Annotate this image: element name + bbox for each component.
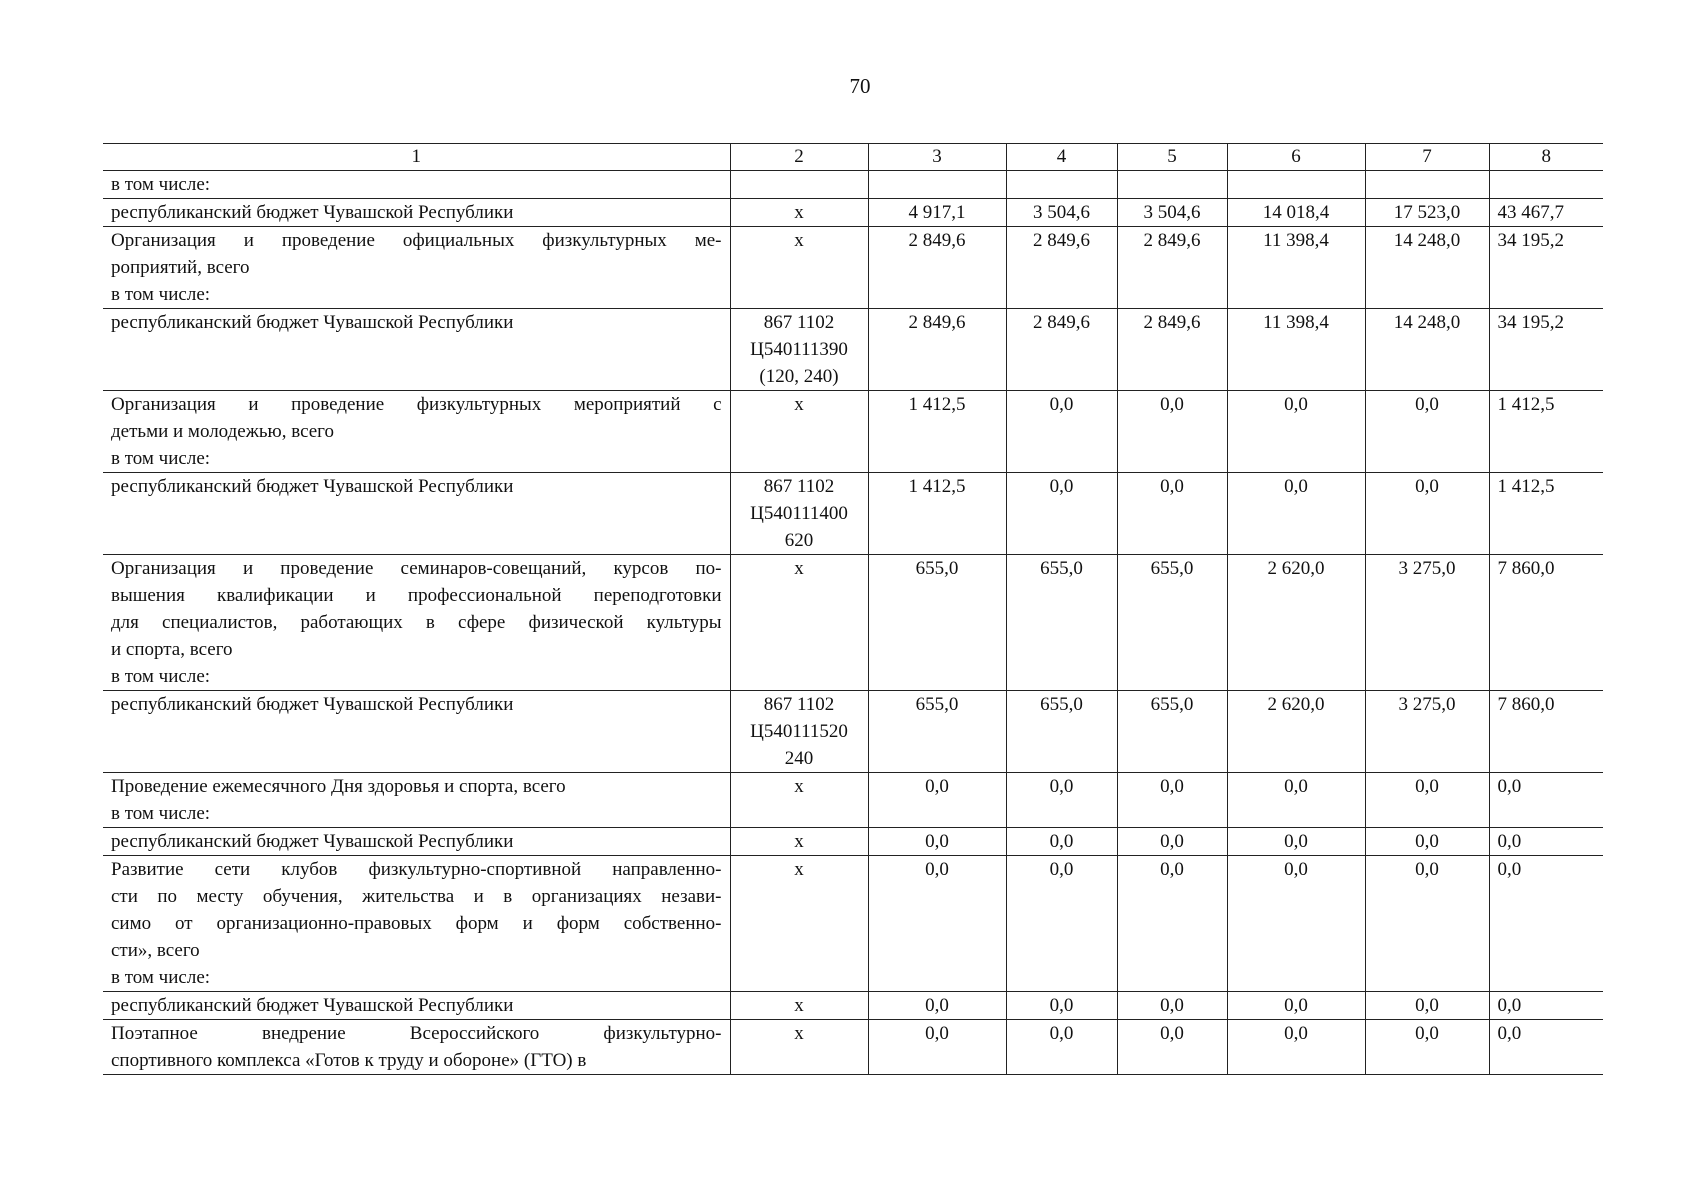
row-name-cell — [103, 828, 730, 856]
row-name-line: сти», всего — [111, 940, 200, 961]
budget-code-line: x — [794, 202, 804, 223]
value-cell-col-8 — [1489, 171, 1603, 199]
value-cell-col-5: 0,0 — [1117, 1020, 1227, 1075]
budget-code-line: Ц540111400 — [750, 503, 848, 524]
column-header: 7 — [1365, 144, 1489, 171]
value-cell-col-6: 0,0 — [1227, 1020, 1365, 1075]
row-name-cell — [103, 309, 730, 391]
column-header: 5 — [1117, 144, 1227, 171]
value-cell-col-7: 0,0 — [1365, 856, 1489, 992]
table-row — [103, 992, 1603, 1020]
table-row — [103, 227, 1603, 309]
value-cell-col-5: 0,0 — [1117, 992, 1227, 1020]
budget-code-cell — [730, 473, 868, 555]
value-cell-col-5: 0,0 — [1117, 473, 1227, 555]
budget-code-line: Ц540111390 — [750, 339, 848, 360]
budget-code-line: 620 — [784, 530, 814, 551]
budget-code-cell — [730, 555, 868, 691]
table-row — [103, 555, 1603, 691]
row-name-line: республиканский бюджет Чувашской Республики — [111, 831, 514, 852]
budget-table — [103, 143, 1603, 1075]
value-cell-col-4: 2 849,6 — [1006, 309, 1117, 391]
column-header: 8 — [1489, 144, 1603, 171]
table-row — [103, 1020, 1603, 1075]
table-row — [103, 171, 1603, 199]
value-cell-col-6: 0,0 — [1227, 828, 1365, 856]
table-row — [103, 309, 1603, 391]
column-header: 3 — [868, 144, 1006, 171]
value-cell-col-3: 655,0 — [868, 555, 1006, 691]
value-cell-col-3: 0,0 — [868, 1020, 1006, 1075]
value-cell-col-4: 0,0 — [1006, 773, 1117, 828]
value-cell-col-3: 4 917,1 — [868, 199, 1006, 227]
value-cell-col-8: 43 467,7 — [1489, 199, 1603, 227]
budget-code-cell — [730, 309, 868, 391]
budget-code-line: x — [794, 558, 804, 579]
row-name-cell — [103, 391, 730, 473]
value-cell-col-4: 0,0 — [1006, 1020, 1117, 1075]
value-cell-col-4: 0,0 — [1006, 856, 1117, 992]
value-cell-col-8: 7 860,0 — [1489, 691, 1603, 773]
value-cell-col-5: 655,0 — [1117, 555, 1227, 691]
budget-code-cell — [730, 171, 868, 199]
row-name-line: Организация и проведение семинаров-совещаний, курсов по- — [111, 558, 722, 579]
value-cell-col-7: 0,0 — [1365, 391, 1489, 473]
row-name-line: симо от организационно-правовых форм и форм собственно- — [111, 913, 722, 934]
value-cell-col-7: 14 248,0 — [1365, 227, 1489, 309]
header-row — [103, 144, 1603, 171]
row-name-cell — [103, 171, 730, 199]
table-row — [103, 856, 1603, 992]
column-header: 6 — [1227, 144, 1365, 171]
budget-code-line: x — [794, 859, 804, 880]
value-cell-col-7: 0,0 — [1365, 992, 1489, 1020]
value-cell-col-8: 0,0 — [1489, 992, 1603, 1020]
table-row — [103, 473, 1603, 555]
row-name-line: для специалистов, работающих в сфере физической культуры — [111, 612, 722, 633]
row-name-line: республиканский бюджет Чувашской Республики — [111, 694, 514, 715]
value-cell-col-6: 0,0 — [1227, 473, 1365, 555]
value-cell-col-4: 0,0 — [1006, 391, 1117, 473]
value-cell-col-4: 0,0 — [1006, 992, 1117, 1020]
value-cell-col-8: 34 195,2 — [1489, 309, 1603, 391]
value-cell-col-8: 1 412,5 — [1489, 391, 1603, 473]
value-cell-col-6: 0,0 — [1227, 391, 1365, 473]
value-cell-col-5: 0,0 — [1117, 856, 1227, 992]
value-cell-col-7: 3 275,0 — [1365, 555, 1489, 691]
budget-code-line: x — [794, 995, 804, 1016]
value-cell-col-7: 14 248,0 — [1365, 309, 1489, 391]
row-name-cell — [103, 199, 730, 227]
value-cell-col-8: 0,0 — [1489, 828, 1603, 856]
row-name-cell — [103, 227, 730, 309]
value-cell-col-7: 3 275,0 — [1365, 691, 1489, 773]
page-number: 70 — [849, 74, 871, 98]
value-cell-col-5 — [1117, 171, 1227, 199]
row-name-line: Организация и проведение физкультурных мероприятий с — [111, 394, 722, 415]
value-cell-col-6: 11 398,4 — [1227, 309, 1365, 391]
value-cell-col-3: 0,0 — [868, 856, 1006, 992]
row-name-cell — [103, 691, 730, 773]
row-name-line: сти по месту обучения, жительства и в организациях незави- — [111, 886, 722, 907]
value-cell-col-3: 0,0 — [868, 773, 1006, 828]
budget-code-line: x — [794, 776, 804, 797]
budget-code-line: 867 1102 — [763, 694, 835, 715]
value-cell-col-5: 2 849,6 — [1117, 309, 1227, 391]
value-cell-col-4 — [1006, 171, 1117, 199]
column-header: 2 — [730, 144, 868, 171]
row-name-line: Развитие сети клубов физкультурно-спортивной направленно- — [111, 859, 722, 880]
value-cell-col-8: 0,0 — [1489, 773, 1603, 828]
budget-code-cell — [730, 391, 868, 473]
value-cell-col-6: 2 620,0 — [1227, 691, 1365, 773]
row-name-line: республиканский бюджет Чувашской Республики — [111, 312, 514, 333]
row-name-line: в том числе: — [111, 803, 211, 824]
value-cell-col-3: 0,0 — [868, 828, 1006, 856]
value-cell-col-4: 3 504,6 — [1006, 199, 1117, 227]
budget-code-line: Ц540111520 — [750, 721, 848, 742]
value-cell-col-7 — [1365, 171, 1489, 199]
row-name-line: Поэтапное внедрение Всероссийского физкультурно- — [111, 1023, 722, 1044]
value-cell-col-7: 0,0 — [1365, 1020, 1489, 1075]
value-cell-col-3: 1 412,5 — [868, 391, 1006, 473]
value-cell-col-4: 655,0 — [1006, 691, 1117, 773]
budget-code-cell — [730, 1020, 868, 1075]
row-name-line: Организация и проведение официальных физкультурных ме- — [111, 230, 722, 251]
value-cell-col-3 — [868, 171, 1006, 199]
row-name-cell — [103, 473, 730, 555]
row-name-line: в том числе: — [111, 666, 211, 687]
table-row — [103, 691, 1603, 773]
row-name-line: республиканский бюджет Чувашской Республики — [111, 995, 514, 1016]
value-cell-col-8: 7 860,0 — [1489, 555, 1603, 691]
row-name-line: детьми и молодежью, всего — [111, 421, 334, 442]
budget-code-cell — [730, 828, 868, 856]
row-name-line: в том числе: — [111, 967, 211, 988]
row-name-line: республиканский бюджет Чувашской Республики — [111, 202, 514, 223]
budget-code-cell — [730, 691, 868, 773]
row-name-line: роприятий, всего — [111, 257, 250, 278]
column-header: 1 — [103, 144, 730, 171]
table-row — [103, 828, 1603, 856]
row-name-line: в том числе: — [111, 284, 211, 305]
value-cell-col-6: 11 398,4 — [1227, 227, 1365, 309]
value-cell-col-5: 2 849,6 — [1117, 227, 1227, 309]
value-cell-col-3: 1 412,5 — [868, 473, 1006, 555]
value-cell-col-4: 0,0 — [1006, 828, 1117, 856]
row-name-cell — [103, 992, 730, 1020]
value-cell-col-5: 0,0 — [1117, 828, 1227, 856]
budget-code-line: x — [794, 831, 804, 852]
row-name-line: в том числе: — [111, 448, 211, 469]
value-cell-col-5: 0,0 — [1117, 773, 1227, 828]
value-cell-col-7: 0,0 — [1365, 828, 1489, 856]
budget-code-line: (120, 240) — [759, 366, 839, 387]
budget-code-cell — [730, 227, 868, 309]
value-cell-col-8: 0,0 — [1489, 856, 1603, 992]
budget-code-line: 867 1102 — [763, 476, 835, 497]
value-cell-col-7: 0,0 — [1365, 473, 1489, 555]
column-header: 4 — [1006, 144, 1117, 171]
table-row — [103, 773, 1603, 828]
row-name-cell — [103, 555, 730, 691]
budget-code-line: 867 1102 — [763, 312, 835, 333]
value-cell-col-3: 2 849,6 — [868, 227, 1006, 309]
row-name-line: в том числе: — [111, 174, 211, 195]
value-cell-col-4: 0,0 — [1006, 473, 1117, 555]
value-cell-col-4: 655,0 — [1006, 555, 1117, 691]
value-cell-col-5: 655,0 — [1117, 691, 1227, 773]
value-cell-col-8: 0,0 — [1489, 1020, 1603, 1075]
value-cell-col-6: 0,0 — [1227, 773, 1365, 828]
budget-code-line: x — [794, 230, 804, 251]
table-body — [103, 171, 1603, 1075]
value-cell-col-7: 17 523,0 — [1365, 199, 1489, 227]
value-cell-col-6: 0,0 — [1227, 856, 1365, 992]
row-name-line: вышения квалификации и профессиональной переподготовки — [111, 585, 722, 606]
budget-code-cell — [730, 856, 868, 992]
budget-code-line: x — [794, 394, 804, 415]
row-name-cell — [103, 856, 730, 992]
budget-code-cell — [730, 992, 868, 1020]
value-cell-col-8: 34 195,2 — [1489, 227, 1603, 309]
row-name-cell — [103, 1020, 730, 1075]
budget-code-line: x — [794, 1023, 804, 1044]
row-name-line: спортивного комплекса «Готов к труду и обороне» (ГТО) в — [111, 1050, 587, 1071]
row-name-cell — [103, 773, 730, 828]
value-cell-col-3: 0,0 — [868, 992, 1006, 1020]
budget-code-cell — [730, 773, 868, 828]
budget-code-line: 240 — [784, 748, 814, 769]
value-cell-col-5: 3 504,6 — [1117, 199, 1227, 227]
value-cell-col-6: 14 018,4 — [1227, 199, 1365, 227]
value-cell-col-6 — [1227, 171, 1365, 199]
value-cell-col-8: 1 412,5 — [1489, 473, 1603, 555]
value-cell-col-3: 655,0 — [868, 691, 1006, 773]
row-name-line: республиканский бюджет Чувашской Республики — [111, 476, 514, 497]
value-cell-col-3: 2 849,6 — [868, 309, 1006, 391]
value-cell-col-7: 0,0 — [1365, 773, 1489, 828]
row-name-line: Проведение ежемесячного Дня здоровья и спорта, всего — [111, 776, 566, 797]
value-cell-col-6: 0,0 — [1227, 992, 1365, 1020]
budget-code-cell — [730, 199, 868, 227]
row-name-line: и спорта, всего — [111, 639, 233, 660]
value-cell-col-5: 0,0 — [1117, 391, 1227, 473]
value-cell-col-4: 2 849,6 — [1006, 227, 1117, 309]
table-row — [103, 199, 1603, 227]
value-cell-col-6: 2 620,0 — [1227, 555, 1365, 691]
table-row — [103, 391, 1603, 473]
